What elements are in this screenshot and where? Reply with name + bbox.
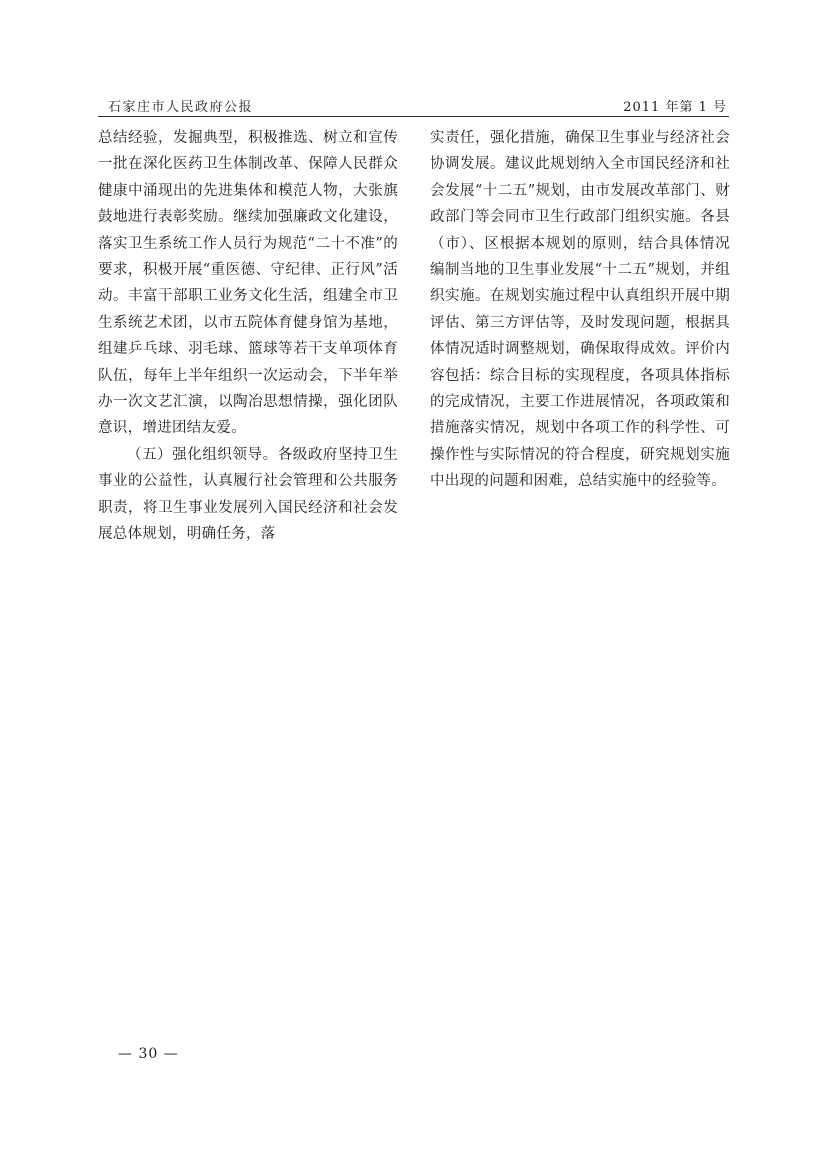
page-number: — 30 — <box>118 1046 179 1062</box>
paragraph: （五）强化组织领导。各级政府坚持卫生事业的公益性，认真履行社会管理和公共服务职责，将卫生事业发展列入国民经济和社会发展总体规划，明确任务，落 <box>98 446 398 543</box>
paragraph: 总结经验，发掘典型，积极推选、树立和宣传一批在深化医药卫生体制改革、保障人民群众健康中涌现出的先进集体和模范人物，大张旗鼓地进行表彰奖励。继续加强廉政文化建设，落实卫生系统工作人员行为规范“二十不准”的要求，积极开展“重医德、守纪律、正行风”活动。丰富干部职工业务文化生活，组建全市卫生系统艺术团，以市五院体育健身馆为基地，组建乒乓球、羽毛球、篮球等若干支单项体育队伍，每年上半年组织一次运动会，下半年举办一次文艺汇演，以陶冶思想情操，强化团队意识，增进团结友爱。 <box>98 130 398 437</box>
page-header <box>98 94 729 117</box>
publication-title: 石家庄市人民政府公报 <box>108 100 254 115</box>
right-column <box>430 125 730 495</box>
paragraph: 实责任，强化措施，确保卫生事业与经济社会协调发展。建议此规划纳入全市国民经济和社会发展“十二五”规划，由市发展改革部门、财政部门等会同市卫生行政部门组织实施。各县（市）、区根据本规划的原则，结合具体情况编制当地的卫生事业发展“十二五”规划，并组织实施。在规划实施过程中认真组织开展中期评估、第三方评估等，及时发现问题，根据具体情况适时调整规划，确保取得成效。评价内容包括：综合目标的实现程度，各项具体指标的完成情况，主要工作进展情况，各项政策和措施落实情况，规划中各项工作的科学性、可操作性与实际情况的符合程度，研究规划实施中出现的问题和困难，总结实施中的经验等。 <box>430 130 730 490</box>
issue-number: 2011 年第 1 号 <box>623 100 727 115</box>
left-column <box>98 125 398 548</box>
